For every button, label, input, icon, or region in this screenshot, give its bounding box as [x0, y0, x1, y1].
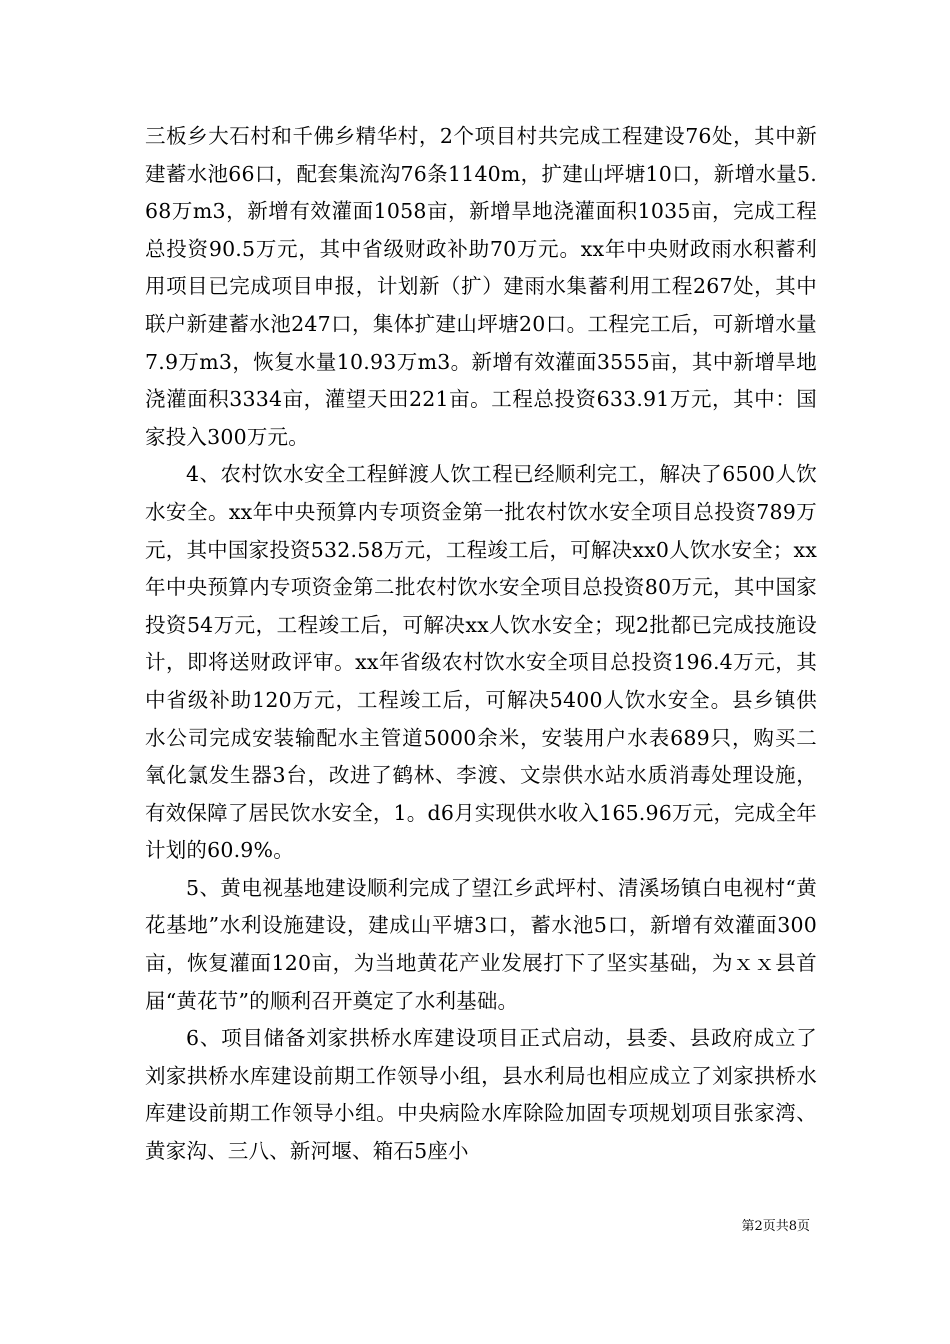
paragraph-item-6: 6、项目储备刘家拱桥水库建设项目正式启动，县委、县政府成立了刘家拱桥水库建设前期工作领导小组，县水利局也相应成立了刘家拱桥水库建设前期工作领导小组。中央病险水库除险加固专项规划项目张家湾、黄家沟、三八、新河堰、箱石5座小	[145, 1026, 817, 1164]
paragraph-continued: 三板乡大石村和千佛乡精华村，2个项目村共完成工程建设76处，其中新建蓄水池66口，配套集流沟76条1140m，扩建山坪塘10口，新增水量5.68万m3，新增有效灌面1058亩，新增旱地浇灌面积1035亩，完成工程总投资90.5万元，其中省级财政补助70万元。xx年中央财政雨水积蓄利用项目已完成项目申报，计划新（扩）建雨水集蓄利用工程267处，其中联户新建蓄水池247口，集体扩建山坪塘20口。工程完工后，可新增水量7.9万m3，恢复水量10.93万m3。新增有效灌面3555亩，其中新增旱地浇灌面积3334亩，灌望天田221亩。工程总投资633.91万元，其中：国家投入300万元。	[145, 124, 817, 449]
paragraph-item-5: 5、黄电视基地建设顺利完成了望江乡武坪村、清溪场镇白电视村“黄花基地”水利设施建设，建成山平塘3口，蓄水池5口，新增有效灌面300亩，恢复灌面120亩，为当地黄花产业发展打下了坚实基础，为ｘｘ县首届“黄花节”的顺利召开奠定了水利基础。	[145, 875, 817, 1013]
document-body	[145, 118, 817, 1171]
paragraph-item-4: 4、农村饮水安全工程鲜渡人饮工程已经顺利完工，解决了6500人饮水安全。xx年中央预算内专项资金第一批农村饮水安全项目总投资789万元，其中国家投资532.58万元，工程竣工后，可解决xx0人饮水安全；xx年中央预算内专项资金第二批农村饮水安全项目总投资80万元，其中国家投资54万元，工程竣工后，可解决xx人饮水安全；现2批都已完成技施设计，即将送财政评审。xx年省级农村饮水安全项目总投资196.4万元，其中省级补助120万元，工程竣工后，可解决5400人饮水安全。县乡镇供水公司完成安装输配水主管道5000余米，安装用户水表689只，购买二氧化氯发生器3台，改进了鹤林、李渡、文崇供水站水质消毒处理设施，有效保障了居民饮水安全，1。d6月实现供水收入165.96万元，完成全年计划的60.9%。	[145, 462, 817, 863]
page-number: 第2页共8页	[741, 1219, 810, 1234]
